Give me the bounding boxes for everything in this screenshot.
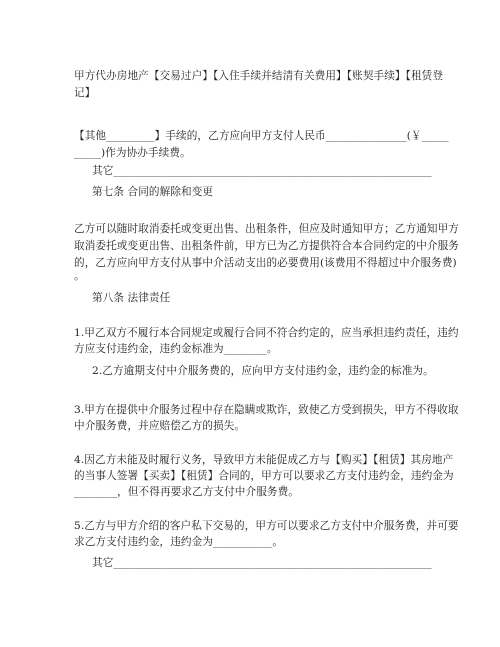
paragraph-termination-line3: 的，乙方应向甲方支付从事中介活动支出的必要费用(该费用不得超过中介服务费): [74, 257, 457, 269]
paragraph-agency-procedures-line2: 记】: [74, 87, 96, 99]
liability-item-4-line2: 的当事人签署【买卖】【租赁】合同的，甲方可以要求乙方支付违约金，违约金为: [74, 470, 454, 482]
article-7-heading: 第七条 合同的解除和变更: [92, 186, 214, 198]
article-8-heading: 第八条 法律责任: [92, 292, 171, 304]
liability-item-1-line2: 方应支付违约金，违约金标准为________。: [74, 343, 278, 355]
paragraph-fee-line1: 【其他_________】手续的，乙方应向甲方支付人民币_______________(￥_____: [74, 130, 449, 142]
liability-item-3-line2: 中介服务费，并应赔偿乙方的损失。: [74, 420, 246, 432]
liability-item-3-line1: 3.甲方在提供中介服务过程中存在隐瞒或欺诈，致使乙方受到损失，甲方不得收取: [74, 404, 459, 416]
liability-item-4-line1: 4.因乙方未能及时履行义务，导致甲方未能促成乙方与【购买】【租赁】其房地产: [74, 454, 454, 466]
paragraph-agency-procedures-line1: 甲方代办房地产【交易过户】【入住手续并结清有关费用】【账契手续】【租赁登: [74, 70, 444, 82]
other-clause-2: 其它___________________________________________________________: [92, 557, 432, 569]
paragraph-termination-line2: 取消委托或变更出售、出租条件前，甲方已为乙方提供符合本合同约定的中介服务: [74, 240, 459, 252]
liability-item-2: 2.乙方逾期支付中介服务费的，应向甲方支付违约金，违约金的标准为。: [92, 365, 434, 377]
paragraph-fee-line2: _____)作为协办手续费。: [74, 147, 191, 159]
liability-item-5-line1: 5.乙方与甲方介绍的客户私下交易的，甲方可以要求乙方支付中介服务费，并可要: [74, 520, 459, 532]
paragraph-termination-line1: 乙方可以随时取消委托或变更出售、出租条件，但应及时通知甲方；乙方通知甲方: [74, 223, 459, 235]
paragraph-termination-line4: 。: [74, 270, 85, 282]
liability-item-1-line1: 1.甲乙双方不履行本合同规定或履行合同不符合约定的，应当承担违约责任，违约: [74, 327, 459, 339]
liability-item-5-line2: 求乙方支付违约金，违约金为___________。: [74, 536, 284, 548]
other-clause-1: 其它___________________________________________________________: [92, 165, 432, 177]
liability-item-4-line3: ________，但不得再要求乙方支付中介服务费。: [74, 486, 299, 498]
